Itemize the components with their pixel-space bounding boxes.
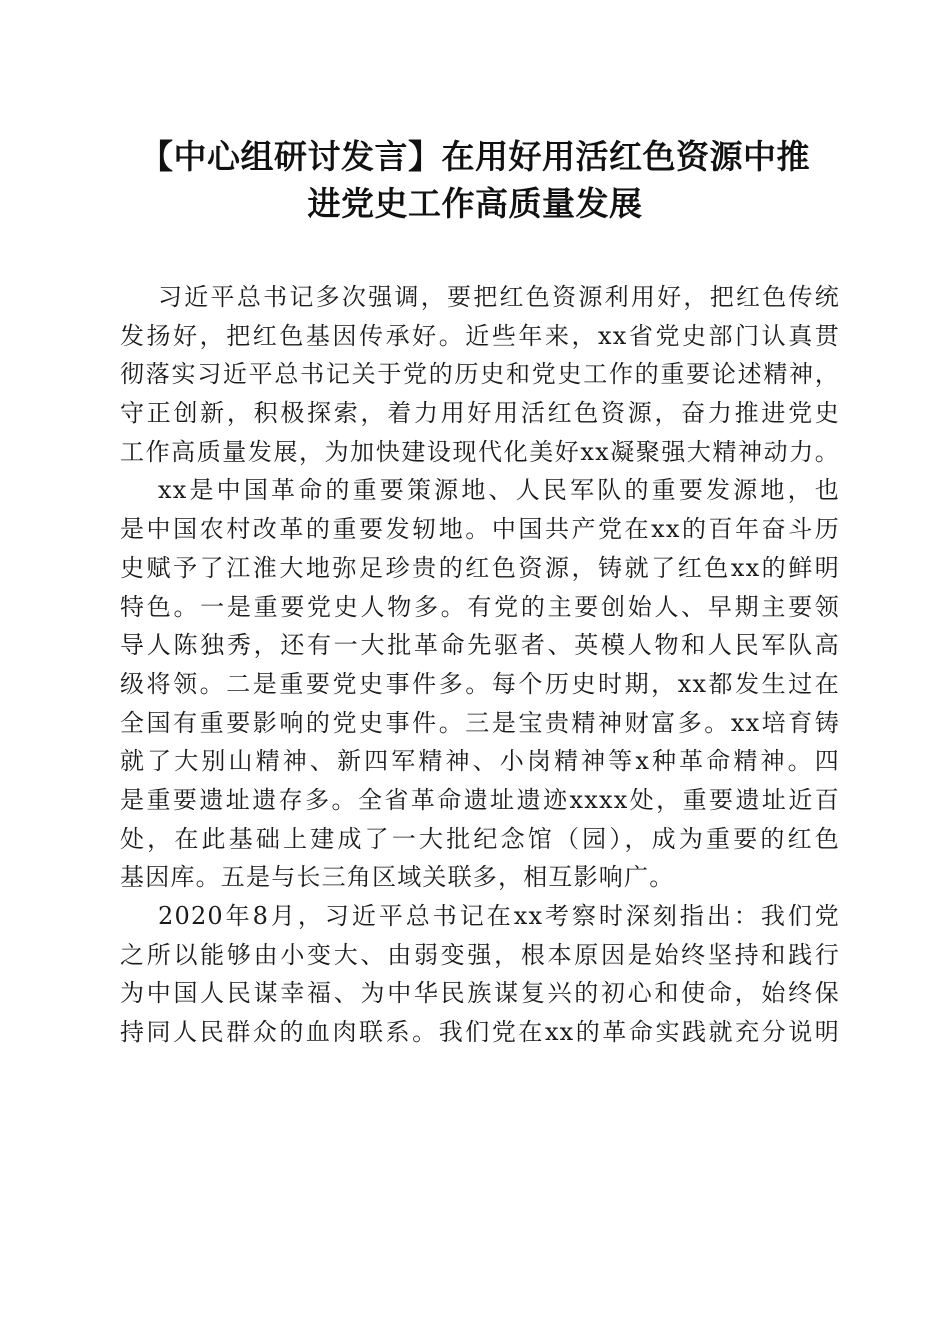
text-line: 全国有重要影响的党史事件。三是宝贵精神财富多。xx培育铸: [120, 708, 840, 737]
text-line: xx是中国革命的重要策源地、人民军队的重要发源地，也: [158, 476, 840, 505]
paragraph-3: [120, 897, 840, 1052]
text-line: 级将领。二是重要党史事件多。每个历史时期，xx都发生过在: [120, 669, 840, 698]
text-line: 为中国人民谋幸福、为中华民族谋复兴的初心和使命，始终保: [120, 979, 840, 1008]
text-line: 2020年8月，习近平总书记在xx考察时深刻指出：我们党: [158, 902, 840, 930]
text-line: 导人陈独秀，还有一大批革命先驱者、英模人物和人民军队高: [120, 631, 840, 660]
text-line: 基因库。五是与长三角区域关联多，相互影响广。: [120, 863, 675, 892]
document-body: [120, 278, 840, 1052]
paragraph-1: [120, 278, 840, 471]
text-line: 持同人民群众的血肉联系。我们党在xx的革命实践就充分说明: [120, 1018, 840, 1047]
text-line: 之所以能够由小变大、由弱变强，根本原因是始终坚持和践行: [120, 940, 840, 969]
text-line: 史赋予了江淮大地弥足珍贵的红色资源，铸就了红色xx的鲜明: [120, 553, 840, 582]
text-line: 是中国农村改革的重要发轫地。中国共产党在xx的百年奋斗历: [120, 515, 840, 544]
text-line: 处，在此基础上建成了一大批纪念馆（园），成为重要的红色: [120, 824, 840, 853]
text-line: 彻落实习近平总书记关于党的历史和党史工作的重要论述精神，: [120, 360, 840, 389]
text-line: 就了大别山精神、新四军精神、小岗精神等x种革命精神。四: [120, 747, 840, 776]
text-line: 习近平总书记多次强调，要把红色资源利用好，把红色传统: [158, 283, 840, 311]
title-line: 【中心组研讨发言】在用好用活红色资源中推: [140, 137, 810, 176]
text-line: 特色。一是重要党史人物多。有党的主要创始人、早期主要领: [120, 592, 840, 621]
text-line: 发扬好，把红色基因传承好。近些年来，xx省党史部门认真贯: [120, 321, 840, 350]
text-line: 是重要遗址遗存多。全省革命遗址遗迹xxxx处，重要遗址近百: [120, 785, 840, 814]
text-line: 守正创新，积极探索，着力用好用活红色资源，奋力推进党史: [120, 399, 840, 428]
text-line: 工作高质量发展，为加快建设现代化美好xx凝聚强大精神动力。: [120, 437, 840, 466]
paragraph-2: [120, 471, 840, 897]
title-line: 进党史工作高质量发展: [307, 184, 643, 223]
document-title: [110, 133, 840, 227]
